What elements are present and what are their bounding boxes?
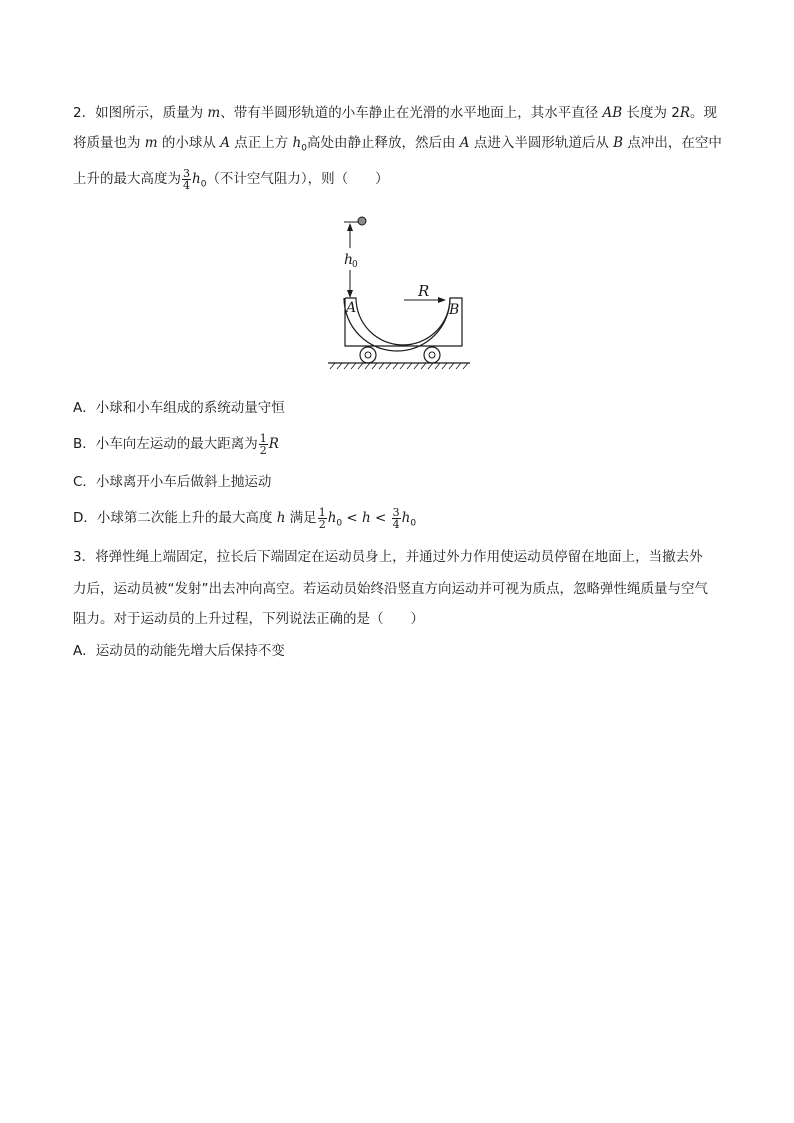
arrowhead-up (347, 223, 353, 231)
q2-option-c: C．小球离开小车后做斜上抛运动 (73, 474, 272, 490)
ball (358, 217, 366, 225)
denominator: 2 (318, 517, 326, 531)
text: 点进入半圆形轨道后从 (469, 135, 614, 151)
q2-option-a: A．小球和小车组成的系统动量守恒 (73, 400, 285, 416)
var-h: h (401, 510, 411, 526)
denominator: 4 (392, 517, 400, 531)
subscript: 0 (301, 143, 307, 154)
numerator: 1 (318, 505, 326, 519)
text: B．小车向左运动的最大距离为 (73, 436, 258, 452)
var-a: A (220, 135, 230, 151)
wheel-right-hub (429, 352, 435, 358)
semicircle-track (345, 298, 450, 345)
var-a: A (459, 135, 470, 151)
cart-body (344, 298, 462, 351)
text: D．小球第二次能上升的最大高度 (73, 510, 277, 526)
denominator: 2 (259, 443, 267, 457)
q3-stem-line-3: 阻力。对于运动员的上升过程，下列说法正确的是（ ） (73, 611, 424, 627)
var-m: m (207, 105, 221, 121)
text: 上升的最大高度为 (73, 171, 181, 187)
var-ab: AB (602, 105, 623, 121)
var-h: h (327, 510, 337, 526)
var-m: m (144, 135, 158, 151)
fraction (318, 507, 327, 530)
text: 高处由静止释放，然后由 (306, 135, 460, 151)
label-h-sub: 0 (352, 260, 358, 270)
text: 点冲出，在空中 (623, 135, 722, 151)
var-h: h (362, 510, 371, 526)
subscript: 0 (336, 518, 343, 529)
var-h: h (292, 135, 302, 151)
q3-stem-line-2: 力后，运动员被“发射”出去冲向高空。若运动员始终沿竖直方向运动并可视为质点，忽略弹性绳质量与空气 (73, 581, 708, 597)
q2-option-b (73, 431, 279, 457)
q2-stem-line-2 (73, 133, 722, 159)
numerator: 3 (183, 166, 190, 180)
subscript: 0 (200, 179, 207, 190)
wheel-left-hub (365, 352, 371, 358)
radius-arrowhead (438, 297, 446, 303)
label-r: R (418, 282, 430, 300)
numerator: 1 (259, 431, 267, 445)
text: 满足 (285, 510, 317, 526)
less-than: < (370, 510, 391, 526)
text: 长度为 2 (622, 105, 680, 121)
var-h: h (276, 510, 286, 526)
denominator: 4 (183, 178, 190, 192)
fraction (182, 168, 191, 191)
label-a: A (346, 300, 357, 316)
var-b: B (613, 135, 624, 151)
q3-stem-line-1: 3．将弹性绳上端固定，拉长后下端固定在运动员身上，并通过外力作用使运动员停留在地面上，当撤去外 (73, 549, 703, 565)
text: 。现 (690, 105, 718, 121)
text: （不计空气阻力），则（ ） (206, 171, 389, 187)
numerator: 3 (392, 505, 400, 519)
var-h: h (192, 171, 201, 187)
text: 2．如图所示，质量为 (73, 105, 208, 121)
label-h: h (344, 252, 354, 268)
fraction (259, 433, 268, 456)
text: 将质量也为 (73, 135, 145, 151)
var-r: R (268, 436, 279, 452)
fraction (392, 507, 401, 530)
q2-stem-line-3 (73, 166, 389, 198)
subscript: 0 (410, 518, 417, 529)
text: 的小球从 (157, 135, 221, 151)
less-than: < (342, 510, 363, 526)
label-b: B (449, 302, 460, 318)
arrowhead-down (347, 290, 353, 298)
var-r: R (679, 105, 691, 121)
text: 点正上方 (229, 135, 293, 151)
q2-option-d (73, 505, 416, 537)
q3-option-a: A．运动员的动能先增大后保持不变 (73, 643, 285, 659)
cart-track-diagram (320, 208, 480, 373)
ground-hatching (330, 363, 468, 369)
text: 、带有半圆形轨道的小车静止在光滑的水平地面上，其水平直径 (220, 105, 603, 121)
q2-stem-line-1 (73, 103, 717, 123)
